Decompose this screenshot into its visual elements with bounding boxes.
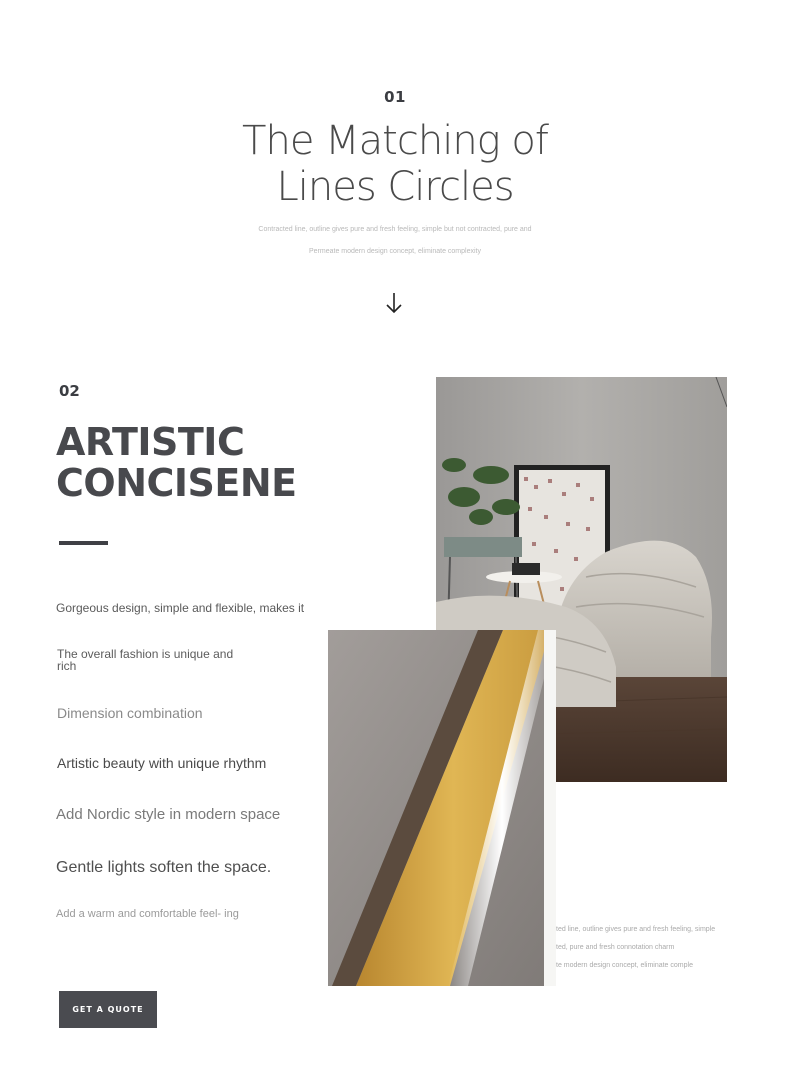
arrow-down-icon[interactable]	[385, 291, 403, 315]
section2-title-line1: ARTISTIC	[56, 420, 245, 464]
side-caption-line3: te modern design concept, eliminate comple	[556, 962, 693, 969]
section2-title-line2: CONCISENE	[56, 461, 297, 505]
feature-item-3: Dimension combination	[57, 705, 203, 721]
section2-title	[56, 422, 297, 504]
feature-item-7: Add a warm and comfortable feel- ing	[56, 908, 239, 920]
section1-title-line2: Lines Circles	[276, 164, 514, 210]
section1-title-line1: The Matching of	[242, 118, 548, 164]
get-a-quote-button[interactable]: GET A QUOTE	[59, 991, 157, 1028]
section1-title	[0, 118, 790, 210]
feature-item-1: Gorgeous design, simple and flexible, makes it	[56, 601, 305, 615]
side-caption-line2: ted, pure and fresh connotation charm	[556, 944, 675, 951]
feature-item-5: Add Nordic style in modern space	[56, 806, 281, 823]
side-caption-line1: ted line, outline gives pure and fresh feeling, simple	[556, 926, 716, 933]
section1-subtitle-line1: Contracted line, outline gives pure and fresh feeling, simple but not contracted, pure and	[258, 226, 532, 233]
feature-item-2: The overall fashion is unique and rich	[57, 647, 234, 673]
lamp-closeup-image	[328, 630, 556, 986]
section2-divider	[59, 541, 108, 545]
section1-number: 01	[384, 88, 406, 106]
feature-item-6: Gentle lights soften the space.	[56, 859, 272, 876]
section2-number: 02	[59, 382, 80, 400]
feature-item-4: Artistic beauty with unique rhythm	[57, 755, 267, 771]
section1-subtitle-line2: Permeate modern design concept, eliminate complexity	[309, 248, 481, 255]
